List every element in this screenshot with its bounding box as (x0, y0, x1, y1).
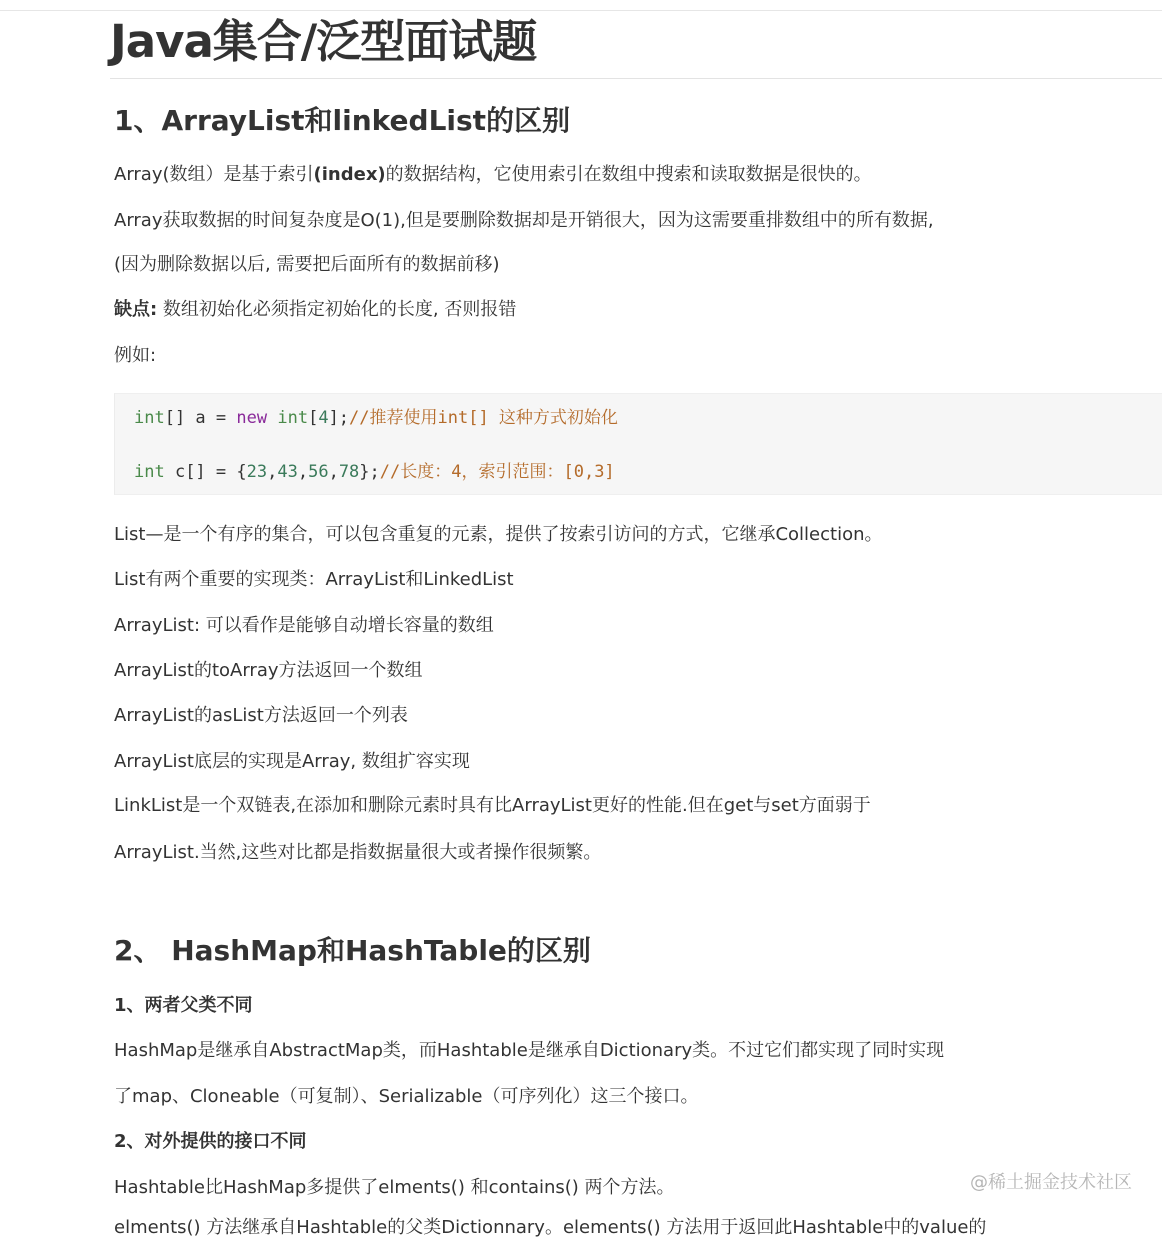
code-token: , (267, 462, 278, 482)
code-token: 56 (308, 462, 329, 482)
subheading-interfaces: 2、对外提供的接口不同 (114, 1131, 307, 1152)
paragraph-cut-off-text: elments() 方法继承自Hashtable的父类Dictionnary。elements() 方法用于返回此Hashtable中的value的 (114, 1217, 987, 1238)
paragraph-hashmap-interfaces: 了map、Cloneable（可复制）、Serializable（可序列化）这三个接口。 (114, 1086, 699, 1107)
code-token (267, 408, 277, 428)
paragraph-array-complexity: Array获取数据的时间复杂度是O(1),但是要删除数据却是开销很大，因为这需要重排数组中的所有数据, (114, 210, 934, 231)
paragraph-array-index-bold: (index) (313, 164, 386, 185)
code-token: [] a = (164, 408, 237, 428)
paragraph-arraylist-grow: ArrayList: 可以看作是能够自动增长容量的数组 (114, 615, 494, 636)
code-comment: //长度：4，索引范围：[0,3] (379, 462, 615, 482)
code-token: int (277, 408, 309, 428)
paragraph-array-shift: (因为删除数据以后, 需要把后面所有的数据前移) (114, 254, 500, 275)
paragraph-arraylist-aslist: ArrayList的asList方法返回一个列表 (114, 705, 408, 726)
paragraph-arraylist-impl: ArrayList底层的实现是Array, 数组扩容实现 (114, 751, 470, 772)
paragraph-list-intro: List—是一个有序的集合，可以包含重复的元素，提供了按索引访问的方式，它继承Collection。 (114, 524, 883, 545)
code-token: 78 (338, 462, 360, 482)
drawback-text: 数组初始化必须指定初始化的长度, 否则报错 (157, 299, 517, 320)
code-comment: //推荐使用int[] 这种方式初始化 (349, 408, 618, 428)
paragraph-arraylist-compare: ArrayList.当然,这些对比都是指数据量很大或者操作很频繁。 (114, 842, 602, 863)
paragraph-array-drawback (114, 296, 516, 324)
code-token: 43 (277, 462, 298, 482)
paragraph-list-impls: List有两个重要的实现类：ArrayList和LinkedList (114, 569, 514, 590)
paragraph-array-index (114, 161, 872, 189)
paragraph-arraylist-toarray: ArrayList的toArray方法返回一个数组 (114, 660, 423, 681)
code-token: 4 (318, 408, 329, 428)
code-token: ]; (328, 408, 350, 428)
paragraph-cut-off (114, 1214, 987, 1238)
top-bar (0, 0, 1162, 11)
paragraph-linklist: LinkList是一个双链表,在添加和删除元素时具有比ArrayList更好的性能.但在get与set方面弱于 (114, 795, 871, 816)
subheading-parent-class: 1、两者父类不同 (114, 995, 253, 1016)
code-token: int (134, 462, 165, 482)
code-token: }; (359, 462, 380, 482)
code-token: new (236, 408, 268, 428)
paragraph-example-label: 例如: (114, 345, 157, 366)
code-token: , (328, 462, 339, 482)
code-token: [ (308, 408, 319, 428)
watermark: @稀土掘金技术社区 (970, 1172, 1132, 1193)
section-heading-hashmap: 2、 HashMap和HashTable的区别 (114, 934, 591, 967)
document-title: Java集合/泛型面试题 (110, 15, 537, 68)
paragraph-hashtable-methods: Hashtable比HashMap多提供了elments() 和contains() 两个方法。 (114, 1177, 675, 1198)
paragraph-array-index-part1: Array(数组）是基于索引 (114, 164, 314, 185)
paragraph-array-index-part2: 的数据结构，它使用索引在数组中搜索和读取数据是很快的。 (385, 164, 872, 185)
code-line-1 (134, 405, 618, 431)
code-token: 23 (246, 462, 268, 482)
drawback-label: 缺点: (114, 299, 158, 320)
code-line-2 (134, 459, 615, 485)
code-block (114, 393, 1162, 495)
code-token: int (134, 408, 165, 428)
paragraph-hashmap-parent: HashMap是继承自AbstractMap类，而Hashtable是继承自Dictionary类。不过它们都实现了同时实现 (114, 1040, 945, 1061)
code-token: , (297, 462, 309, 482)
section-heading-arraylist: 1、ArrayList和linkedList的区别 (114, 104, 571, 137)
title-divider (110, 78, 1162, 79)
code-token: c[] = { (164, 462, 247, 482)
